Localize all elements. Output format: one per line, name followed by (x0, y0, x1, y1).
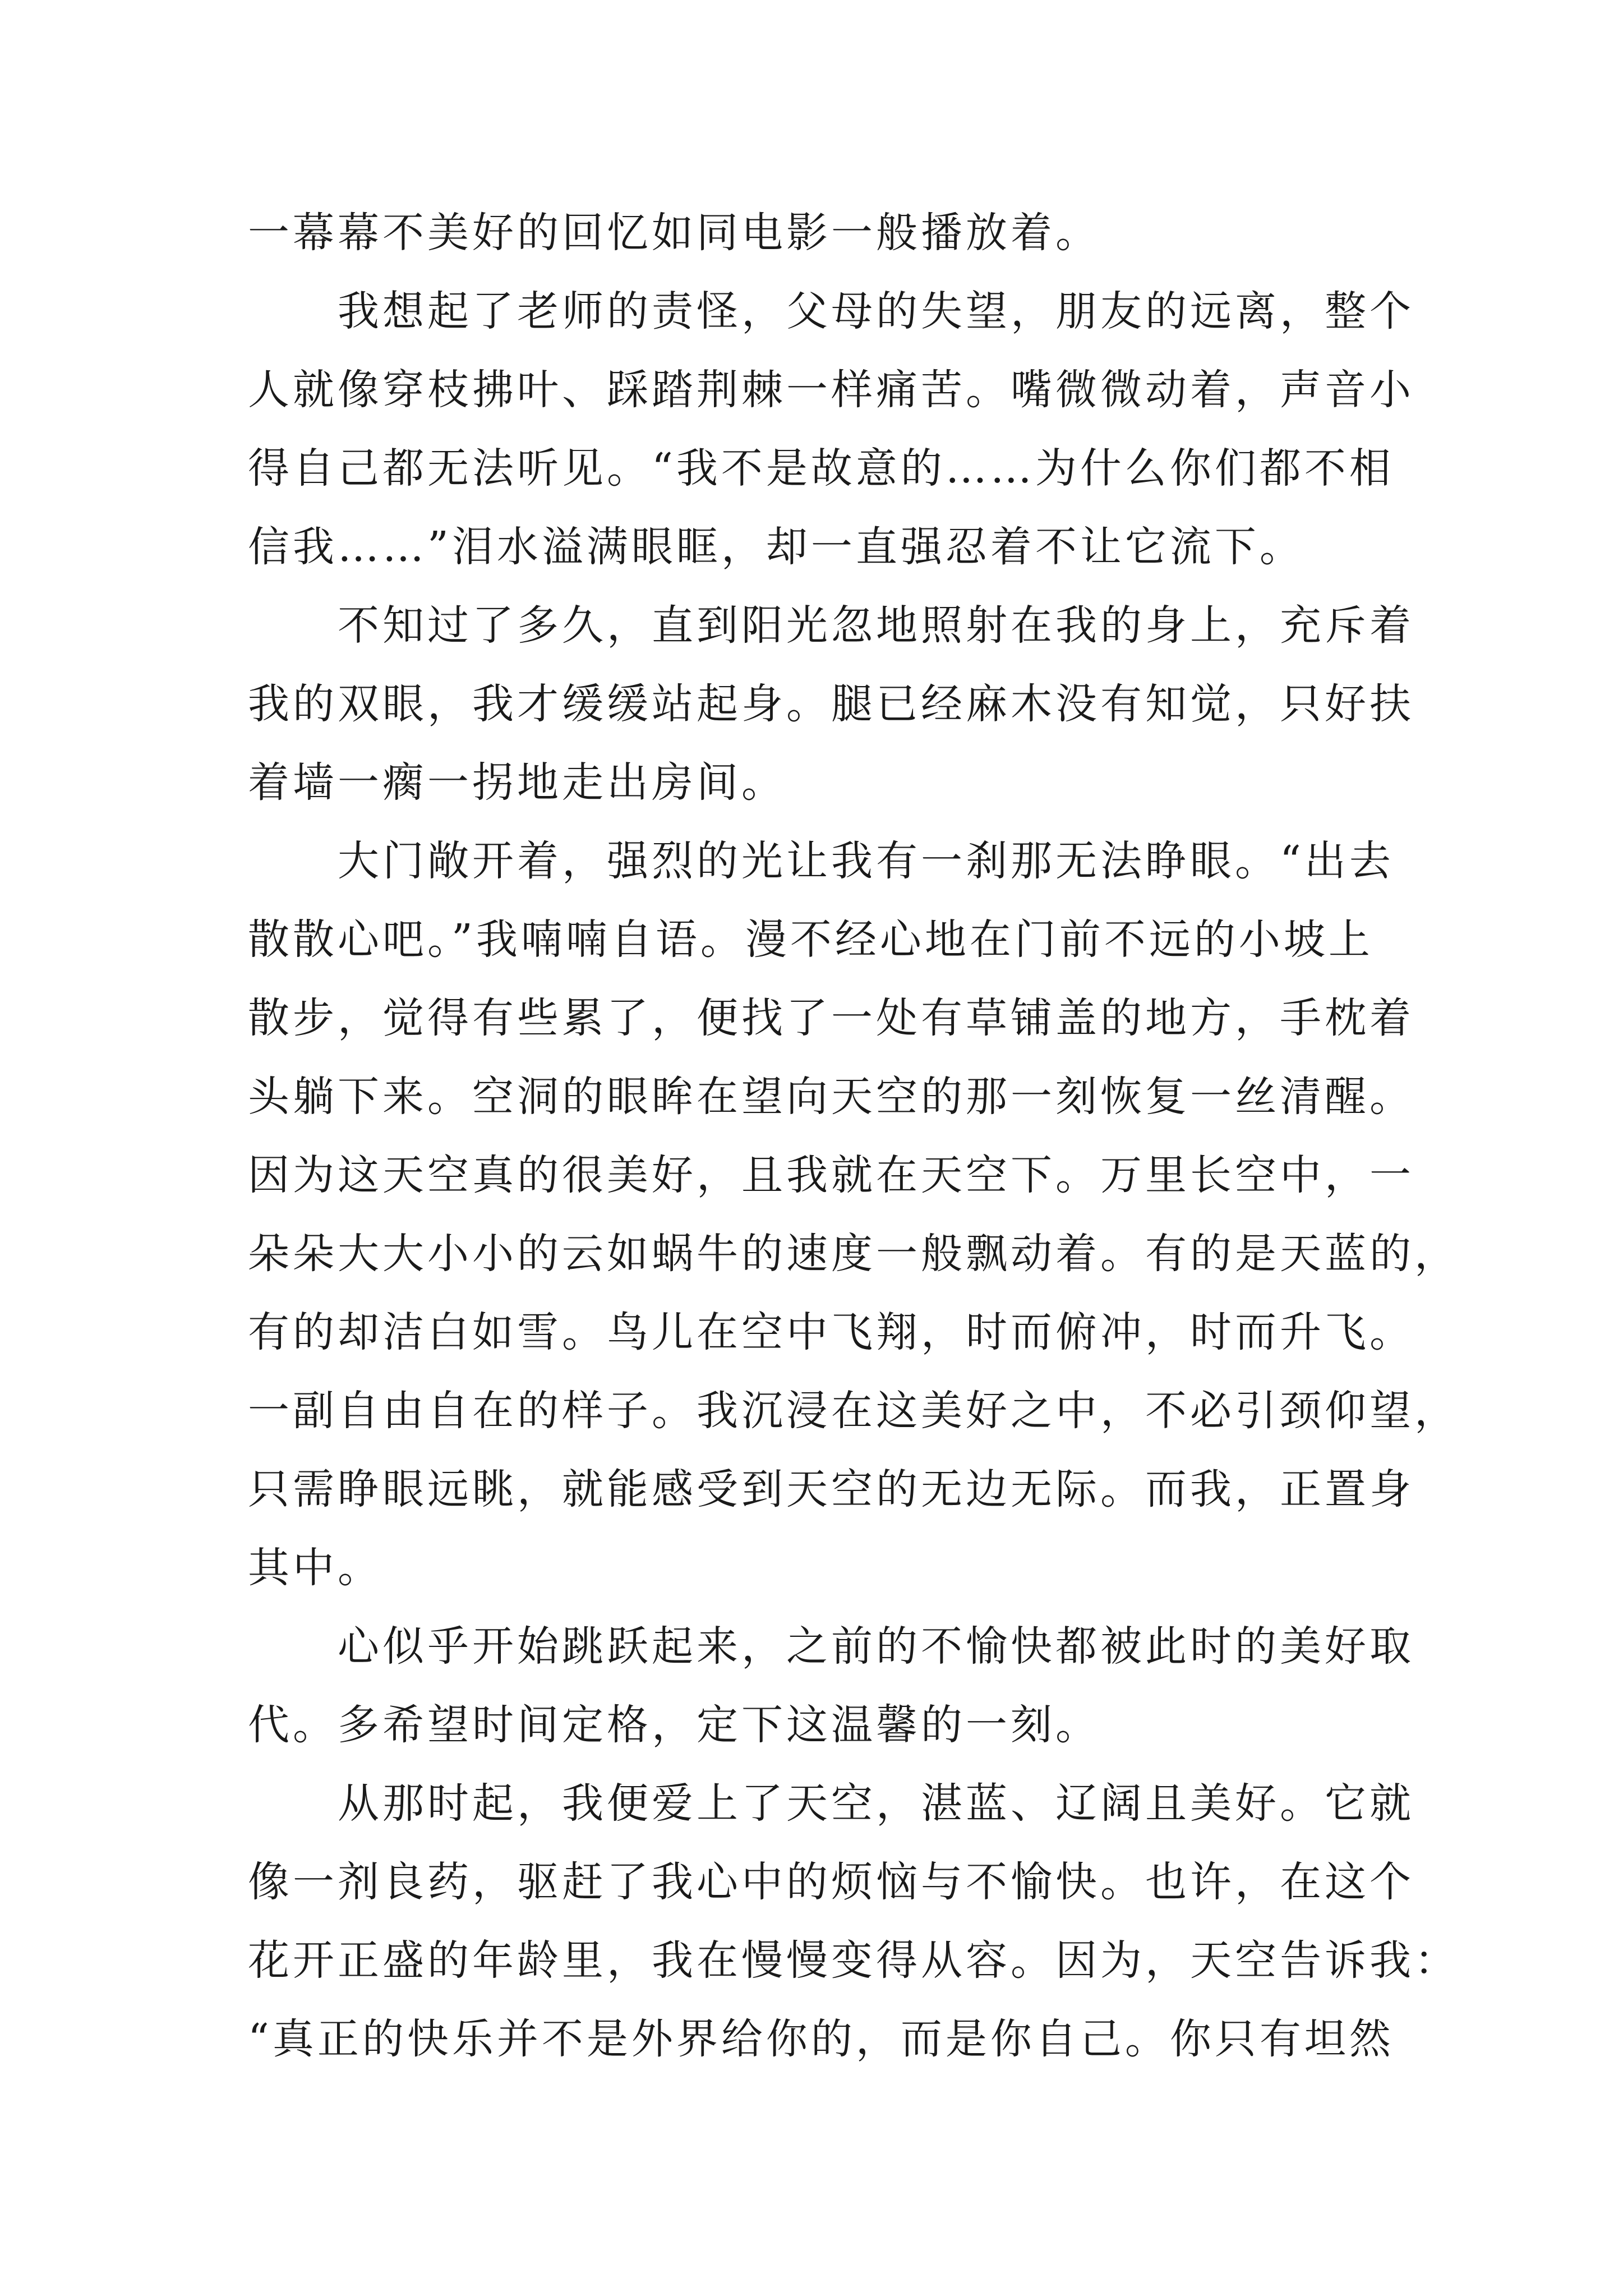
text-line: 不知过了多久，直到阳光忽地照射在我的身上，充斥着 (338, 601, 1414, 650)
text-line: 散步，觉得有些累了，便找了一处有草铺盖的地方，手枕着 (248, 994, 1414, 1042)
text-line: 只需睁眼远眺，就能感受到天空的无边无际。而我，正置身 (248, 1465, 1414, 1513)
text-line: 因为这天空真的很美好，且我就在天空下。万里长空中，一 (248, 1151, 1414, 1199)
text-line: 一副自由自在的样子。我沉浸在这美好之中，不必引颈仰望， (248, 1387, 1459, 1435)
text-line: 代。多希望时间定格，定下这温馨的一刻。 (248, 1701, 1100, 1749)
text-line: 像一剂良药，驱赶了我心中的烦恼与不愉快。也许，在这个 (248, 1858, 1414, 1906)
text-line: 人就像穿枝拂叶、踩踏荆棘一样痛苦。嘴微微动着，声音小 (248, 366, 1414, 414)
text-line: 得自己都无法听见。“我不是故意的……为什么你们都不相 (248, 444, 1394, 493)
text-line: 大门敞开着，强烈的光让我有一刹那无法睁眼。“出去 (338, 837, 1394, 885)
text-line: 一幕幕不美好的回忆如同电影一般播放着。 (248, 209, 1100, 257)
text-line: 从那时起，我便爱上了天空，湛蓝、辽阔且美好。它就 (338, 1779, 1414, 1828)
text-line: 心似乎开始跳跃起来，之前的不愉快都被此时的美好取 (338, 1622, 1414, 1671)
text-line: 我想起了老师的责怪，父母的失望，朋友的远离，整个 (338, 287, 1414, 335)
text-line: 着墙一瘸一拐地走出房间。 (248, 758, 786, 807)
body-text (248, 194, 1459, 2078)
text-line: 花开正盛的年龄里，我在慢慢变得从容。因为，天空告诉我： (248, 1936, 1459, 1985)
text-line: “真正的快乐并不是外界给你的，而是你自己。你只有坦然 (248, 2015, 1394, 2063)
text-line: 散散心吧。”我喃喃自语。漫不经心地在门前不远的小坡上 (248, 915, 1373, 964)
text-line: 信我……”泪水溢满眼眶，却一直强忍着不让它流下。 (248, 523, 1304, 571)
text-line: 朵朵大大小小的云如蜗牛的速度一般飘动着。有的是天蓝的， (248, 1230, 1459, 1278)
text-line: 有的却洁白如雪。鸟儿在空中飞翔，时而俯冲，时而升飞。 (248, 1308, 1414, 1356)
text-line: 其中。 (248, 1544, 382, 1592)
text-line: 头躺下来。空洞的眼眸在望向天空的那一刻恢复一丝清醒。 (248, 1073, 1414, 1121)
text-line: 我的双眼，我才缓缓站起身。腿已经麻木没有知觉，只好扶 (248, 680, 1414, 728)
